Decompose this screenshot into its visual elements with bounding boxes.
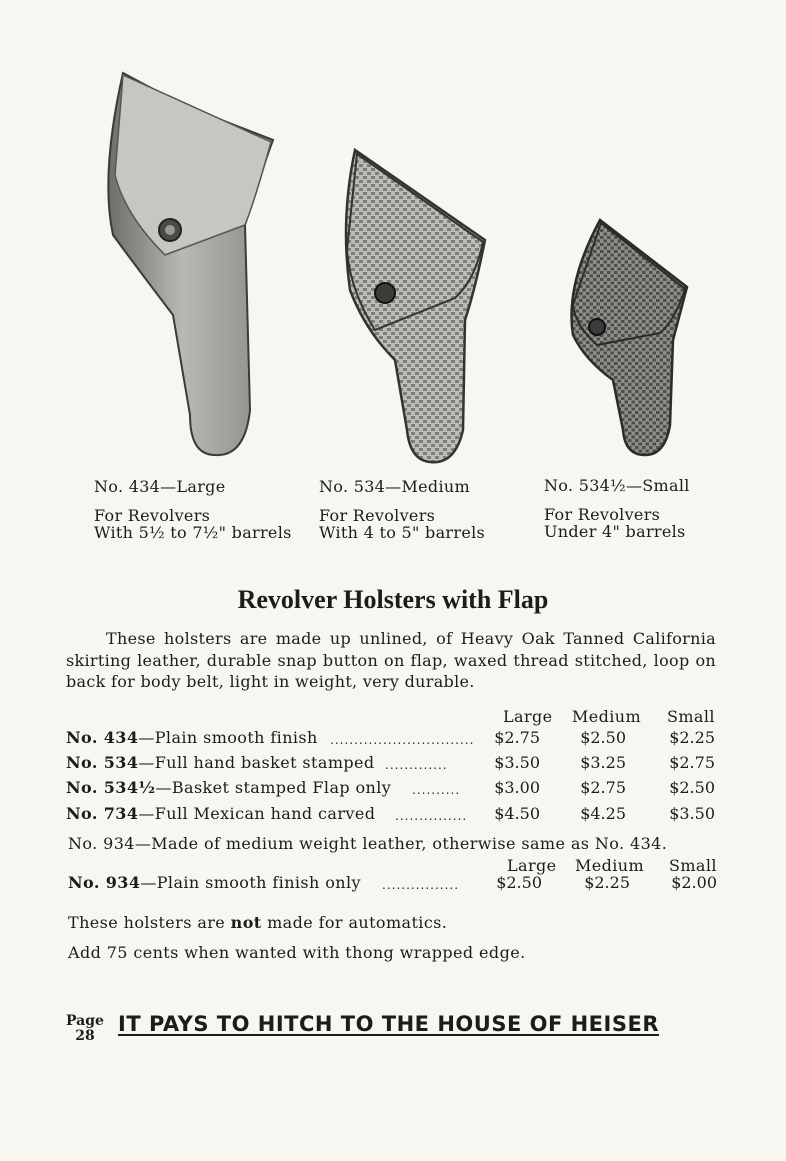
note-934: No. 934—Made of medium weight leather, otherwise same as No. 434. bbox=[68, 834, 668, 853]
holster-small-image bbox=[565, 215, 690, 465]
product-barrels: Under 4" barrels bbox=[544, 522, 686, 541]
item-number: No. 534 bbox=[66, 753, 139, 772]
price-medium: $4.25 bbox=[580, 804, 626, 823]
product-barrels: With 5½ to 7½" barrels bbox=[94, 523, 292, 542]
product-barrels: With 4 to 5" barrels bbox=[319, 523, 486, 542]
product-name: No. 534½—Small bbox=[544, 476, 690, 495]
price-row bbox=[66, 728, 318, 747]
price-medium: $2.75 bbox=[580, 778, 626, 797]
leader-dots: .............................. bbox=[330, 733, 475, 747]
note-automatics-post: made for automatics. bbox=[261, 913, 448, 932]
price-medium: $2.50 bbox=[580, 728, 626, 747]
price-header-large-934: Large bbox=[507, 856, 557, 875]
item-description: —Full Mexican hand carved bbox=[138, 804, 376, 823]
item-number: No. 434 bbox=[66, 728, 139, 747]
leader-dots: ............... bbox=[395, 809, 468, 823]
price-small: $2.75 bbox=[669, 753, 715, 772]
item-description: —Plain smooth finish bbox=[138, 728, 318, 747]
price-small: $2.00 bbox=[671, 873, 717, 892]
item-number: No. 934 bbox=[68, 873, 141, 892]
holster-medium-image bbox=[335, 140, 510, 470]
note-thong: Add 75 cents when wanted with thong wrapped edge. bbox=[68, 943, 526, 962]
product-use: For Revolvers bbox=[319, 506, 436, 525]
note-automatics-pre: These holsters are bbox=[68, 913, 231, 932]
price-header-small-934: Small bbox=[669, 856, 717, 875]
item-number: No. 534½ bbox=[66, 778, 156, 797]
price-header-medium-934: Medium bbox=[575, 856, 645, 875]
price-row bbox=[66, 753, 375, 772]
page-title: Revolver Holsters with Flap bbox=[237, 585, 549, 614]
leader-dots: ................ bbox=[382, 878, 460, 892]
price-medium: $2.25 bbox=[584, 873, 630, 892]
price-row bbox=[66, 778, 391, 797]
price-small: $2.25 bbox=[669, 728, 715, 747]
product-name: No. 434—Large bbox=[94, 477, 226, 496]
product-caption-large bbox=[94, 478, 292, 541]
item-description: —Plain smooth finish only bbox=[140, 873, 361, 892]
footer-slogan: IT PAYS TO HITCH TO THE HOUSE OF HEISER bbox=[118, 1012, 659, 1036]
note-automatics-bold: not bbox=[230, 913, 262, 932]
product-caption-medium bbox=[319, 478, 485, 541]
price-row bbox=[66, 804, 375, 823]
product-use: For Revolvers bbox=[544, 505, 661, 524]
price-small: $2.50 bbox=[669, 778, 715, 797]
item-number: No. 734 bbox=[66, 804, 139, 823]
price-header-large: Large bbox=[503, 707, 553, 726]
description-paragraph: These holsters are made up unlined, of Heavy Oak Tanned California skirting leather, durable snap button on flap, waxed thread stitched, loop on back for body belt, light in weight, very durable. bbox=[66, 629, 716, 691]
price-row-934 bbox=[68, 873, 361, 892]
price-large: $3.00 bbox=[494, 778, 540, 797]
product-caption-small bbox=[544, 477, 690, 540]
price-large: $3.50 bbox=[494, 753, 540, 772]
product-use: For Revolvers bbox=[94, 506, 211, 525]
note-automatics bbox=[68, 913, 447, 932]
price-large: $2.75 bbox=[494, 728, 540, 747]
price-large: $2.50 bbox=[496, 873, 542, 892]
price-medium: $3.25 bbox=[580, 753, 626, 772]
price-header-medium: Medium bbox=[572, 707, 642, 726]
price-header-small: Small bbox=[667, 707, 715, 726]
item-description: —Full hand basket stamped bbox=[138, 753, 375, 772]
leader-dots: ............. bbox=[385, 758, 448, 772]
price-large: $4.50 bbox=[494, 804, 540, 823]
page-number: 28 bbox=[75, 1028, 95, 1044]
page-number-block bbox=[66, 1014, 104, 1044]
item-description: —Basket stamped Flap only bbox=[155, 778, 392, 797]
product-name: No. 534—Medium bbox=[319, 477, 470, 496]
holster-large-image bbox=[95, 65, 285, 465]
leader-dots: .......... bbox=[412, 783, 461, 797]
page-label: Page bbox=[66, 1013, 104, 1029]
price-small: $3.50 bbox=[669, 804, 715, 823]
